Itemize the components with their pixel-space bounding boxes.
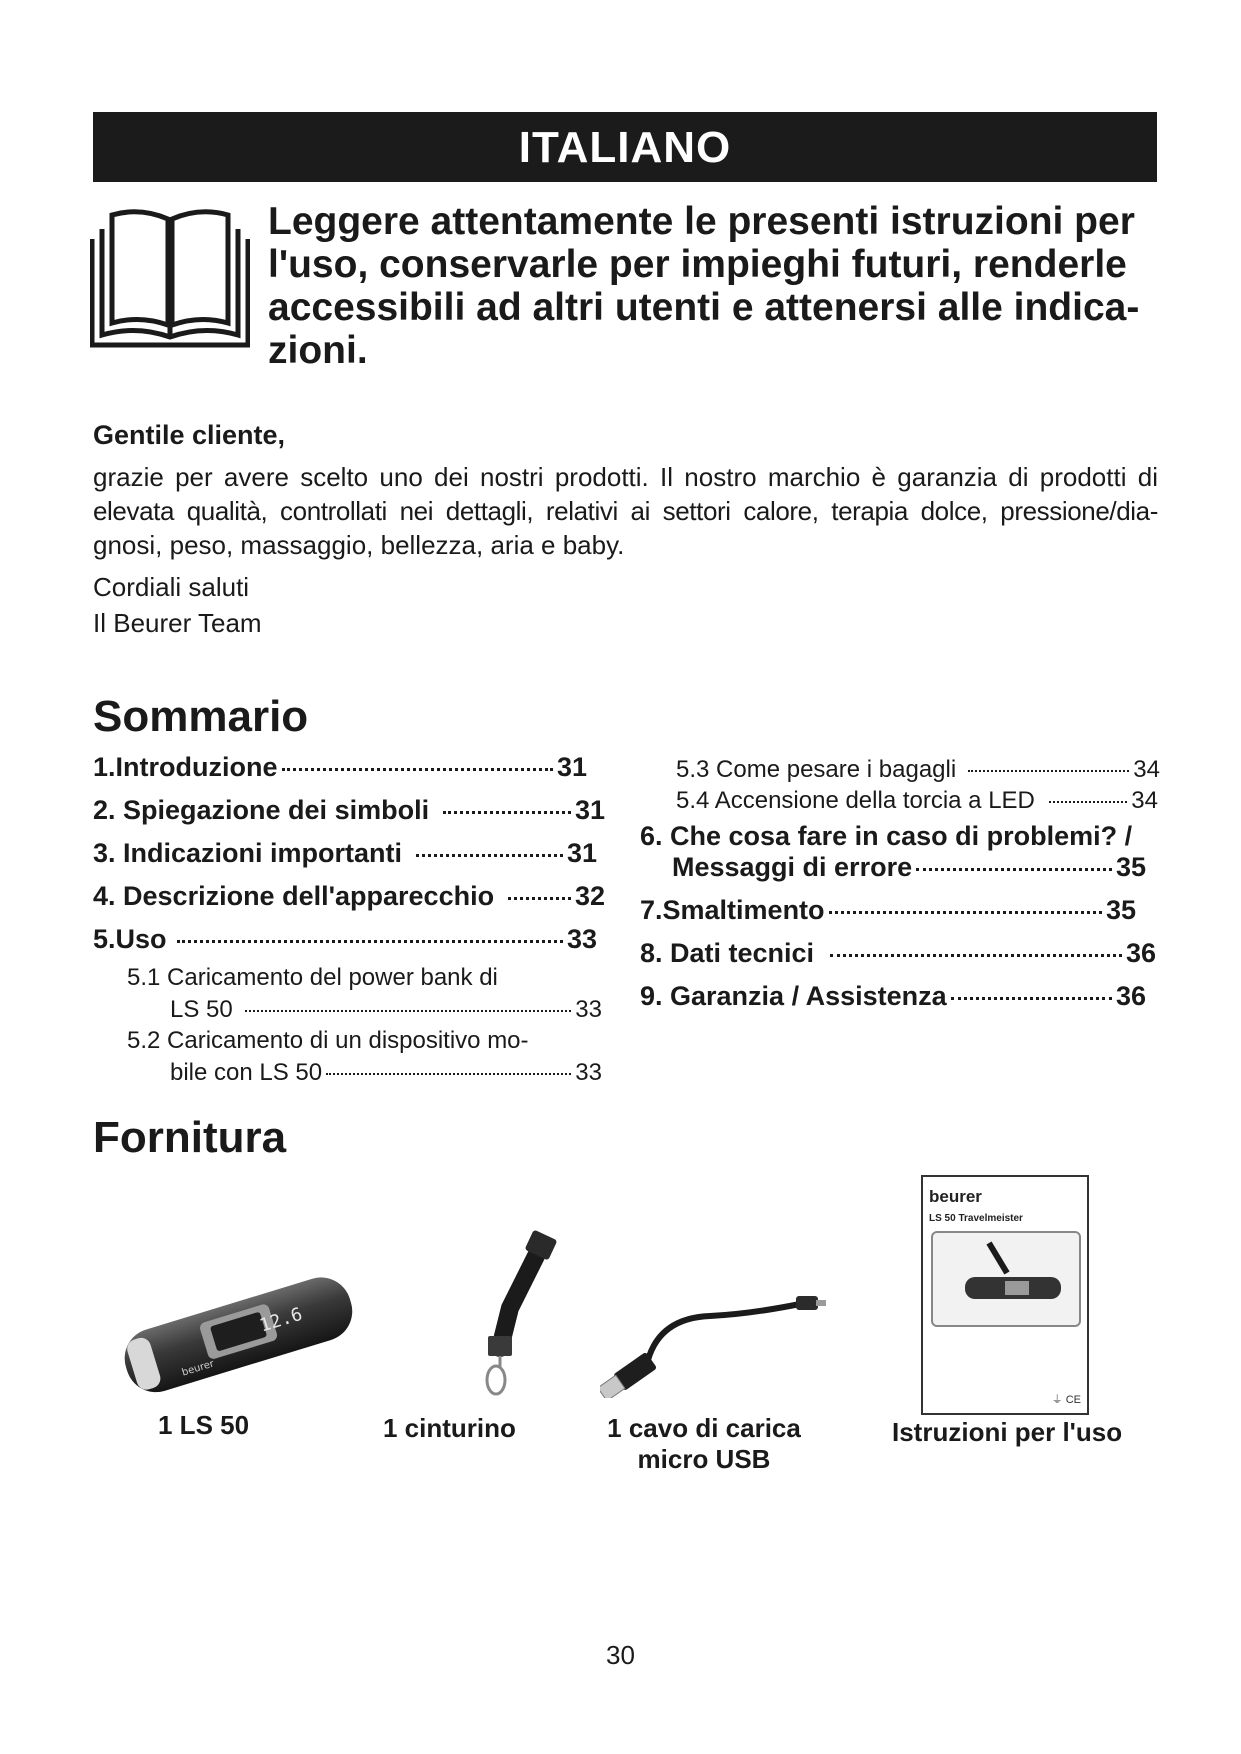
toc-item-page: 35 xyxy=(1105,895,1136,925)
toc-subitem[interactable] xyxy=(170,996,602,1024)
strap-image xyxy=(440,1228,580,1398)
toc-item[interactable] xyxy=(640,938,1156,969)
toc-item-page: 32 xyxy=(574,881,605,911)
toc-item-page: 31 xyxy=(574,795,605,825)
toc-item-label: LS 50 xyxy=(170,996,233,1023)
greeting: Gentile cliente, xyxy=(93,420,286,450)
manual-cover-image xyxy=(921,1175,1089,1415)
supply-caption: Istruzioni per l'uso xyxy=(892,1417,1123,1447)
toc-item-page: 36 xyxy=(1115,981,1146,1011)
toc-item-page: 33 xyxy=(575,1059,602,1086)
toc-item-label: 6. Che cosa fare in caso di problemi? / xyxy=(640,821,1133,851)
reading-notice-line: Leggere attentamente le presenti istruzioni per xyxy=(268,200,1135,243)
toc-item-label: 5.3 Come pesare i bagagli xyxy=(676,756,957,783)
manual-brand: beurer xyxy=(929,1187,982,1206)
supply-caption xyxy=(606,1413,802,1475)
toc-item[interactable] xyxy=(640,981,1146,1012)
toc-item-label: 5.4 Accensione della torcia a LED xyxy=(676,787,1035,814)
toc-item-label: 9. Garanzia / Assistenza xyxy=(640,981,947,1011)
toc-item[interactable] xyxy=(93,924,597,955)
toc-item[interactable] xyxy=(640,895,1136,926)
welcome-text-line: elevata qualità, controllati nei dettagli, relativi ai settori calore, terapia dolce, pressione/dia- xyxy=(93,496,1158,526)
welcome-text-line: grazie per avere scelto uno dei nostri prodotti. Il nostro marchio è garanzia di prodotti di xyxy=(93,462,1158,492)
toc-item-label: 7.Smaltimento xyxy=(640,895,825,925)
closing-salutation: Cordiali saluti xyxy=(93,572,250,602)
toc-subitem-label: 5.2 Caricamento di un dispositivo mo- xyxy=(127,1027,529,1054)
toc-item[interactable] xyxy=(93,795,605,826)
welcome-text xyxy=(93,460,1158,562)
toc-item-page: 34 xyxy=(1133,756,1160,783)
toc-item-page: 34 xyxy=(1131,787,1158,814)
toc-item-label: 2. Spiegazione dei simboli xyxy=(93,795,430,825)
toc-item-page: 35 xyxy=(1115,852,1146,882)
toc-item[interactable] xyxy=(93,881,605,912)
supply-caption: 1 LS 50 xyxy=(158,1410,250,1440)
toc-title: Sommario xyxy=(93,692,309,741)
toc-item-label: Messaggi di errore xyxy=(672,852,913,882)
page-number: 30 xyxy=(606,1640,635,1670)
toc-item[interactable] xyxy=(672,852,1146,883)
manual-certification-marks: ⏚ CE xyxy=(1051,1394,1081,1406)
toc-item-page: 33 xyxy=(566,924,597,954)
toc-item-label: 4. Descrizione dell'apparecchio xyxy=(93,881,495,911)
signature: Il Beurer Team xyxy=(93,608,262,638)
supply-caption: 1 cinturino xyxy=(383,1413,516,1443)
toc-item-page: 31 xyxy=(556,752,587,782)
toc-item-page: 33 xyxy=(575,996,602,1023)
device-display-value: 12.6 xyxy=(257,1303,305,1337)
supply-caption-line: 1 cavo di carica xyxy=(607,1413,801,1443)
reading-notice xyxy=(268,200,1168,372)
toc-subitem-label: 5.1 Caricamento del power bank di xyxy=(127,964,498,991)
toc-item[interactable] xyxy=(93,752,587,783)
toc-item-label: 1.Introduzione xyxy=(93,752,278,782)
open-book-icon xyxy=(90,207,250,349)
manual-photo xyxy=(931,1231,1081,1327)
ls50-device-image xyxy=(112,1255,362,1405)
language-header: ITALIANO xyxy=(93,112,1157,182)
reading-notice-line: zioni. xyxy=(268,329,368,372)
reading-notice-line: l'uso, conservarle per impieghi futuri, renderle xyxy=(268,243,1127,286)
toc-item-label: 5.Uso xyxy=(93,924,167,954)
toc-item[interactable] xyxy=(93,838,597,869)
manual-model: LS 50 Travelmeister xyxy=(929,1213,1023,1224)
toc-subitem[interactable] xyxy=(676,787,1158,815)
device-brand-label: beurer xyxy=(180,1358,216,1379)
toc-item-label: 8. Dati tecnici xyxy=(640,938,815,968)
toc-item-label: 3. Indicazioni importanti xyxy=(93,838,403,868)
toc-item-page: 36 xyxy=(1125,938,1156,968)
toc-subitem[interactable] xyxy=(170,1059,602,1087)
supply-title: Fornitura xyxy=(93,1113,287,1162)
toc-item-page: 31 xyxy=(566,838,597,868)
supply-caption-line: micro USB xyxy=(637,1444,771,1474)
toc-item-label: bile con LS 50 xyxy=(170,1059,323,1086)
usb-cable-image xyxy=(600,1278,830,1398)
toc-subitem[interactable] xyxy=(676,756,1160,784)
reading-notice-line: accessibili ad altri utenti e attenersi alle indica- xyxy=(268,286,1140,329)
welcome-text-line: gnosi, peso, massaggio, bellezza, aria e baby. xyxy=(93,530,625,560)
